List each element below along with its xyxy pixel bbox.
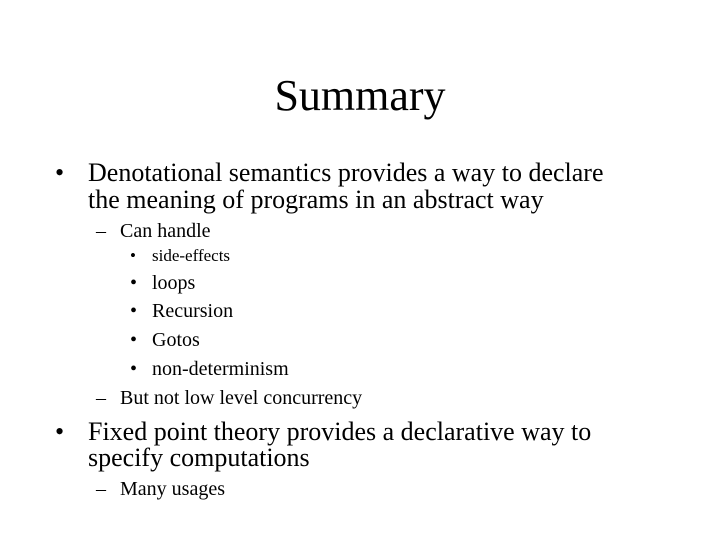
bullet-1-line-1: Denotational semantics provides a way to declare [88,158,604,187]
subpoint-can-handle-text: Can handle [120,220,211,242]
slide-title-text: Summary [274,71,446,120]
bullet-1-line-2: the meaning of programs in an abstract way [88,185,544,214]
bullet-2-line-1: Fixed point theory provides a declarative way to [88,417,592,446]
bullet-2-continuation [88,443,310,473]
subpoint-not-concurrency-text: But not low level concurrency [120,387,363,409]
item-text: side-effects [152,246,231,265]
item-marker: • [130,246,136,265]
dash-marker: – [96,220,106,242]
dash-marker: – [96,478,106,500]
item-marker: • [130,329,138,351]
item-text: Gotos [152,329,200,351]
item-marker: • [130,358,138,380]
bullet-marker: • [55,158,65,187]
bullet-2-line-2: specify computations [88,443,310,472]
item-marker: • [130,272,138,294]
item-text: non-determinism [152,358,289,380]
slide-title [0,70,720,122]
item-marker: • [130,300,138,322]
item-text: Recursion [152,300,234,322]
dash-marker: – [96,387,106,409]
item-text: loops [152,272,196,294]
bullet-marker: • [55,417,65,446]
bullet-1-continuation [88,185,544,215]
subpoint-many-usages-text: Many usages [120,478,225,500]
